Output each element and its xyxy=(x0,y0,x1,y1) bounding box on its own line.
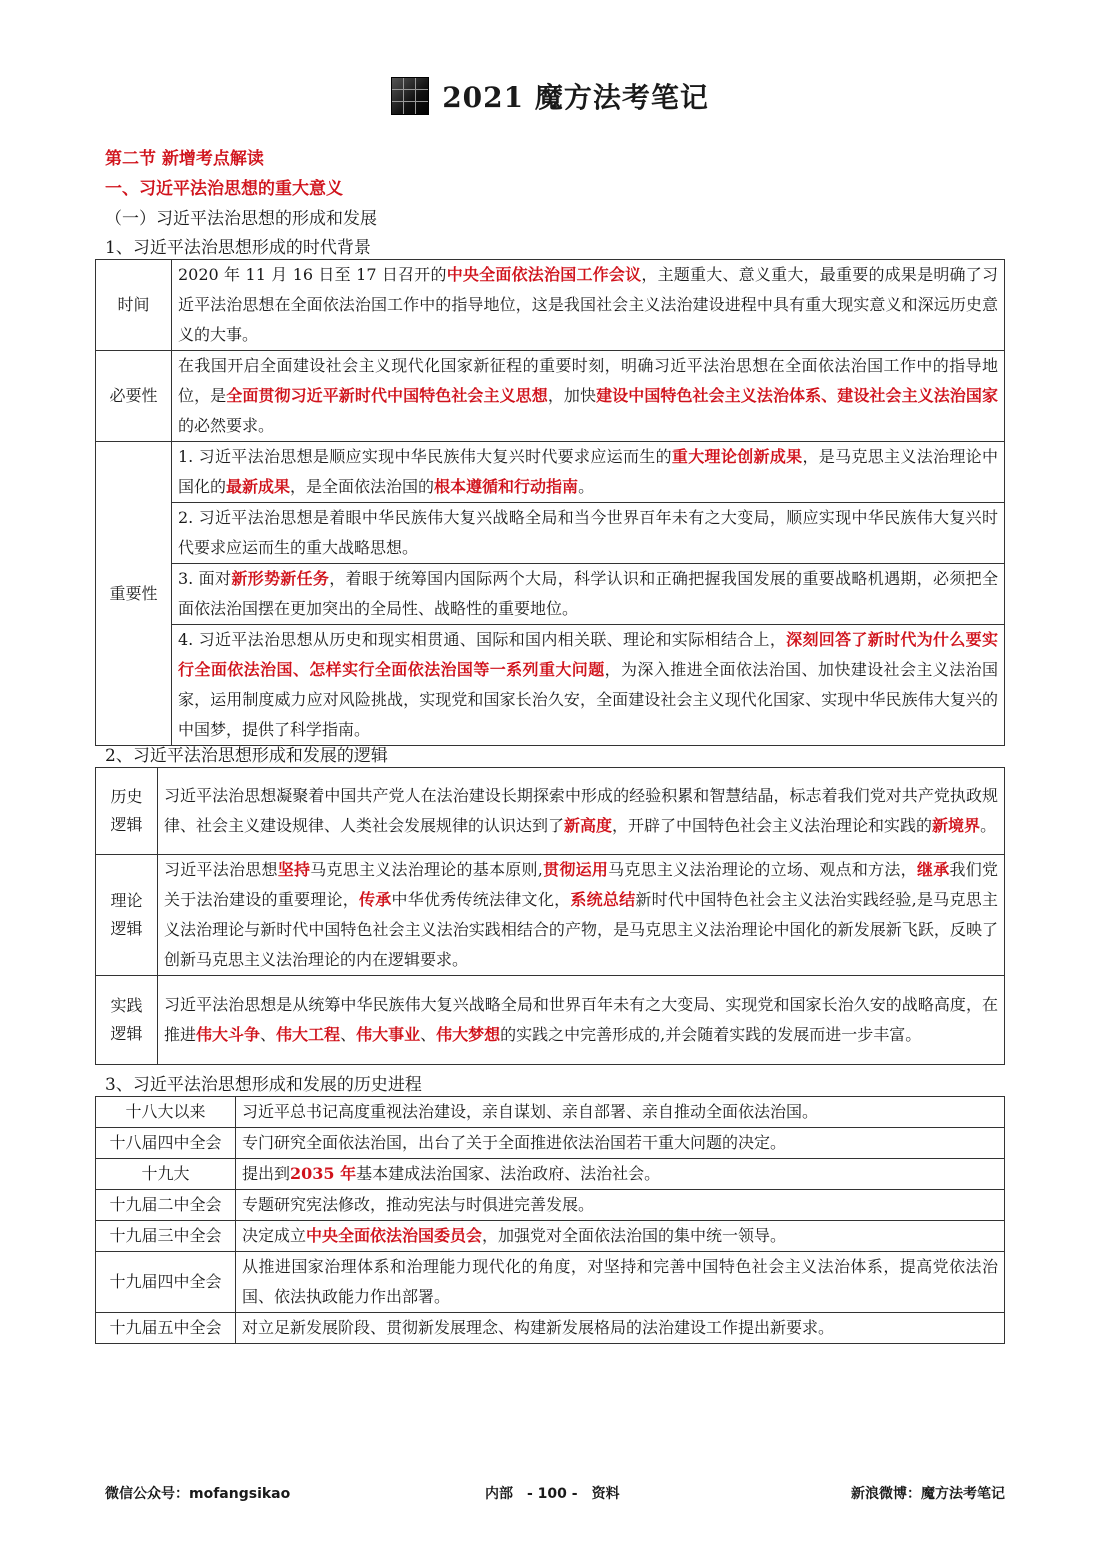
table-row xyxy=(96,768,1005,855)
table-row xyxy=(96,976,1005,1065)
session-name: 十八大以来 xyxy=(96,1097,236,1128)
session-content: 习近平总书记高度重视法治建设，亲自谋划、亲自部署、亲自推动全面依法治国。 xyxy=(236,1097,1005,1128)
session-name: 十九届五中全会 xyxy=(96,1313,236,1344)
row-content: 1. 习近平法治思想是顺应实现中华民族伟大复兴时代要求应运而生的重大理论创新成果，是马克思主义法治理论中国化的最新成果，是全面依法治国的根本遵循和行动指南。 xyxy=(172,442,1005,503)
table-row xyxy=(96,351,1005,442)
row-label: 理论 逻辑 xyxy=(96,855,158,976)
header-title: 2021 魔方法考笔记 xyxy=(442,81,709,114)
row-content: 3. 面对新形势新任务，着眼于统筹国内国际两个大局，科学认识和正确把握我国发展的重要战略机遇期，必须把全面依法治国摆在更加突出的全局性、战略性的重要地位。 xyxy=(172,564,1005,625)
row-content: 习近平法治思想凝聚着中国共产党人在法治建设长期探索中形成的经验积累和智慧结晶，标志着我们党对共产党执政规律、社会主义建设规律、人类社会发展规律的认识达到了新高度，开辟了中国特色社会主义法治理论和实践的新境界。 xyxy=(158,768,1005,855)
table-row xyxy=(96,503,1005,564)
row-label: 历史 逻辑 xyxy=(96,768,158,855)
chapter-title: 一、习近平法治思想的重大意义 xyxy=(105,179,343,199)
table-row xyxy=(96,1313,1005,1344)
session-name: 十八届四中全会 xyxy=(96,1128,236,1159)
session-content: 对立足新发展阶段、贯彻新发展理念、构建新发展格局的法治建设工作提出新要求。 xyxy=(236,1313,1005,1344)
session-name: 十九大 xyxy=(96,1159,236,1190)
table-row xyxy=(96,1190,1005,1221)
session-content: 专题研究宪法修改，推动宪法与时俱进完善发展。 xyxy=(236,1190,1005,1221)
table-row xyxy=(96,442,1005,503)
table-row xyxy=(96,625,1005,746)
heading-1: 1、习近平法治思想形成的时代背景 xyxy=(105,238,371,258)
row-label: 实践 逻辑 xyxy=(96,976,158,1065)
table-row xyxy=(96,1252,1005,1313)
session-name: 十九届二中全会 xyxy=(96,1190,236,1221)
session-name: 十九届三中全会 xyxy=(96,1221,236,1252)
section-title: 第二节 新增考点解读 xyxy=(105,149,264,169)
table-row xyxy=(96,564,1005,625)
session-name: 十九届四中全会 xyxy=(96,1252,236,1313)
row-label: 重要性 xyxy=(96,442,172,746)
row-label: 时间 xyxy=(96,260,172,351)
row-content: 2020 年 11 月 16 日至 17 日召开的中央全面依法治国工作会议，主题重大、意义重大，最重要的成果是明确了习近平法治思想在全面依法治国工作中的指导地位，这是我国社会主义法治建设进程中具有重大现实意义和深远历史意义的大事。 xyxy=(172,260,1005,351)
row-content: 4. 习近平法治思想从历史和现实相贯通、国际和国内相关联、理论和实际相结合上，深刻回答了新时代为什么要实行全面依法治国、怎样实行全面依法治国等一系列重大问题，为深入推进全面依法治国、加快建设社会主义法治国家，运用制度威力应对风险挑战，实现党和国家长治久安，全面建设社会主义现代化国家、实现中华民族伟大复兴的中国梦，提供了科学指南。 xyxy=(172,625,1005,746)
row-content: 习近平法治思想坚持马克思主义法治理论的基本原则,贯彻运用马克思主义法治理论的立场、观点和方法，继承我们党关于法治建设的重要理论，传承中华优秀传统法律文化，系统总结新时代中国特色社会主义法治实践经验,是马克思主义法治理论与新时代中国特色社会主义法治实践相结合的产物，是马克思主义法治理论中国化的新发展新飞跃，反映了创新马克思主义法治理论的内在逻辑要求。 xyxy=(158,855,1005,976)
row-content: 习近平法治思想是从统筹中华民族伟大复兴战略全局和世界百年未有之大变局、实现党和国家长治久安的战略高度，在推进伟大斗争、伟大工程、伟大事业、伟大梦想的实践之中完善形成的,并会随着实践的发展而进一步丰富。 xyxy=(158,976,1005,1065)
footer-weibo: 新浪微博：魔方法考笔记 xyxy=(851,1486,1005,1502)
row-label: 必要性 xyxy=(96,351,172,442)
session-content: 决定成立中央全面依法治国委员会，加强党对全面依法治国的集中统一领导。 xyxy=(236,1221,1005,1252)
footer-wechat: 微信公众号：mofangsikao xyxy=(105,1486,291,1502)
table-row xyxy=(96,1221,1005,1252)
heading-2: 2、习近平法治思想形成和发展的逻辑 xyxy=(105,746,388,766)
footer-page-number: 内部 - 100 - 资料 xyxy=(485,1486,620,1502)
session-content: 提出到2035 年基本建成法治国家、法治政府、法治社会。 xyxy=(236,1159,1005,1190)
table-row xyxy=(96,1128,1005,1159)
heading-3: 3、习近平法治思想形成和发展的历史进程 xyxy=(105,1075,422,1095)
table-row xyxy=(96,1159,1005,1190)
history-table xyxy=(95,1096,1005,1344)
table-row xyxy=(96,855,1005,976)
row-content: 在我国开启全面建设社会主义现代化国家新征程的重要时刻，明确习近平法治思想在全面依法治国工作中的指导地位，是全面贯彻习近平新时代中国特色社会主义思想，加快建设中国特色社会主义法治体系、建设社会主义法治国家的必然要求。 xyxy=(172,351,1005,442)
page-header xyxy=(95,76,1005,116)
table-row xyxy=(96,1097,1005,1128)
session-content: 专门研究全面依法治国，出台了关于全面推进依法治国若干重大问题的决定。 xyxy=(236,1128,1005,1159)
session-content: 从推进国家治理体系和治理能力现代化的角度，对坚持和完善中国特色社会主义法治体系，提高党依法治国、依法执政能力作出部署。 xyxy=(236,1252,1005,1313)
rubiks-cube-logo xyxy=(391,77,429,115)
row-content: 2. 习近平法治思想是着眼中华民族伟大复兴战略全局和当今世界百年未有之大变局，顺应实现中华民族伟大复兴时代要求应运而生的重大战略思想。 xyxy=(172,503,1005,564)
background-table xyxy=(95,259,1005,746)
logic-table xyxy=(95,767,1005,1065)
subsection-title: （一）习近平法治思想的形成和发展 xyxy=(105,209,377,229)
table-row xyxy=(96,260,1005,351)
